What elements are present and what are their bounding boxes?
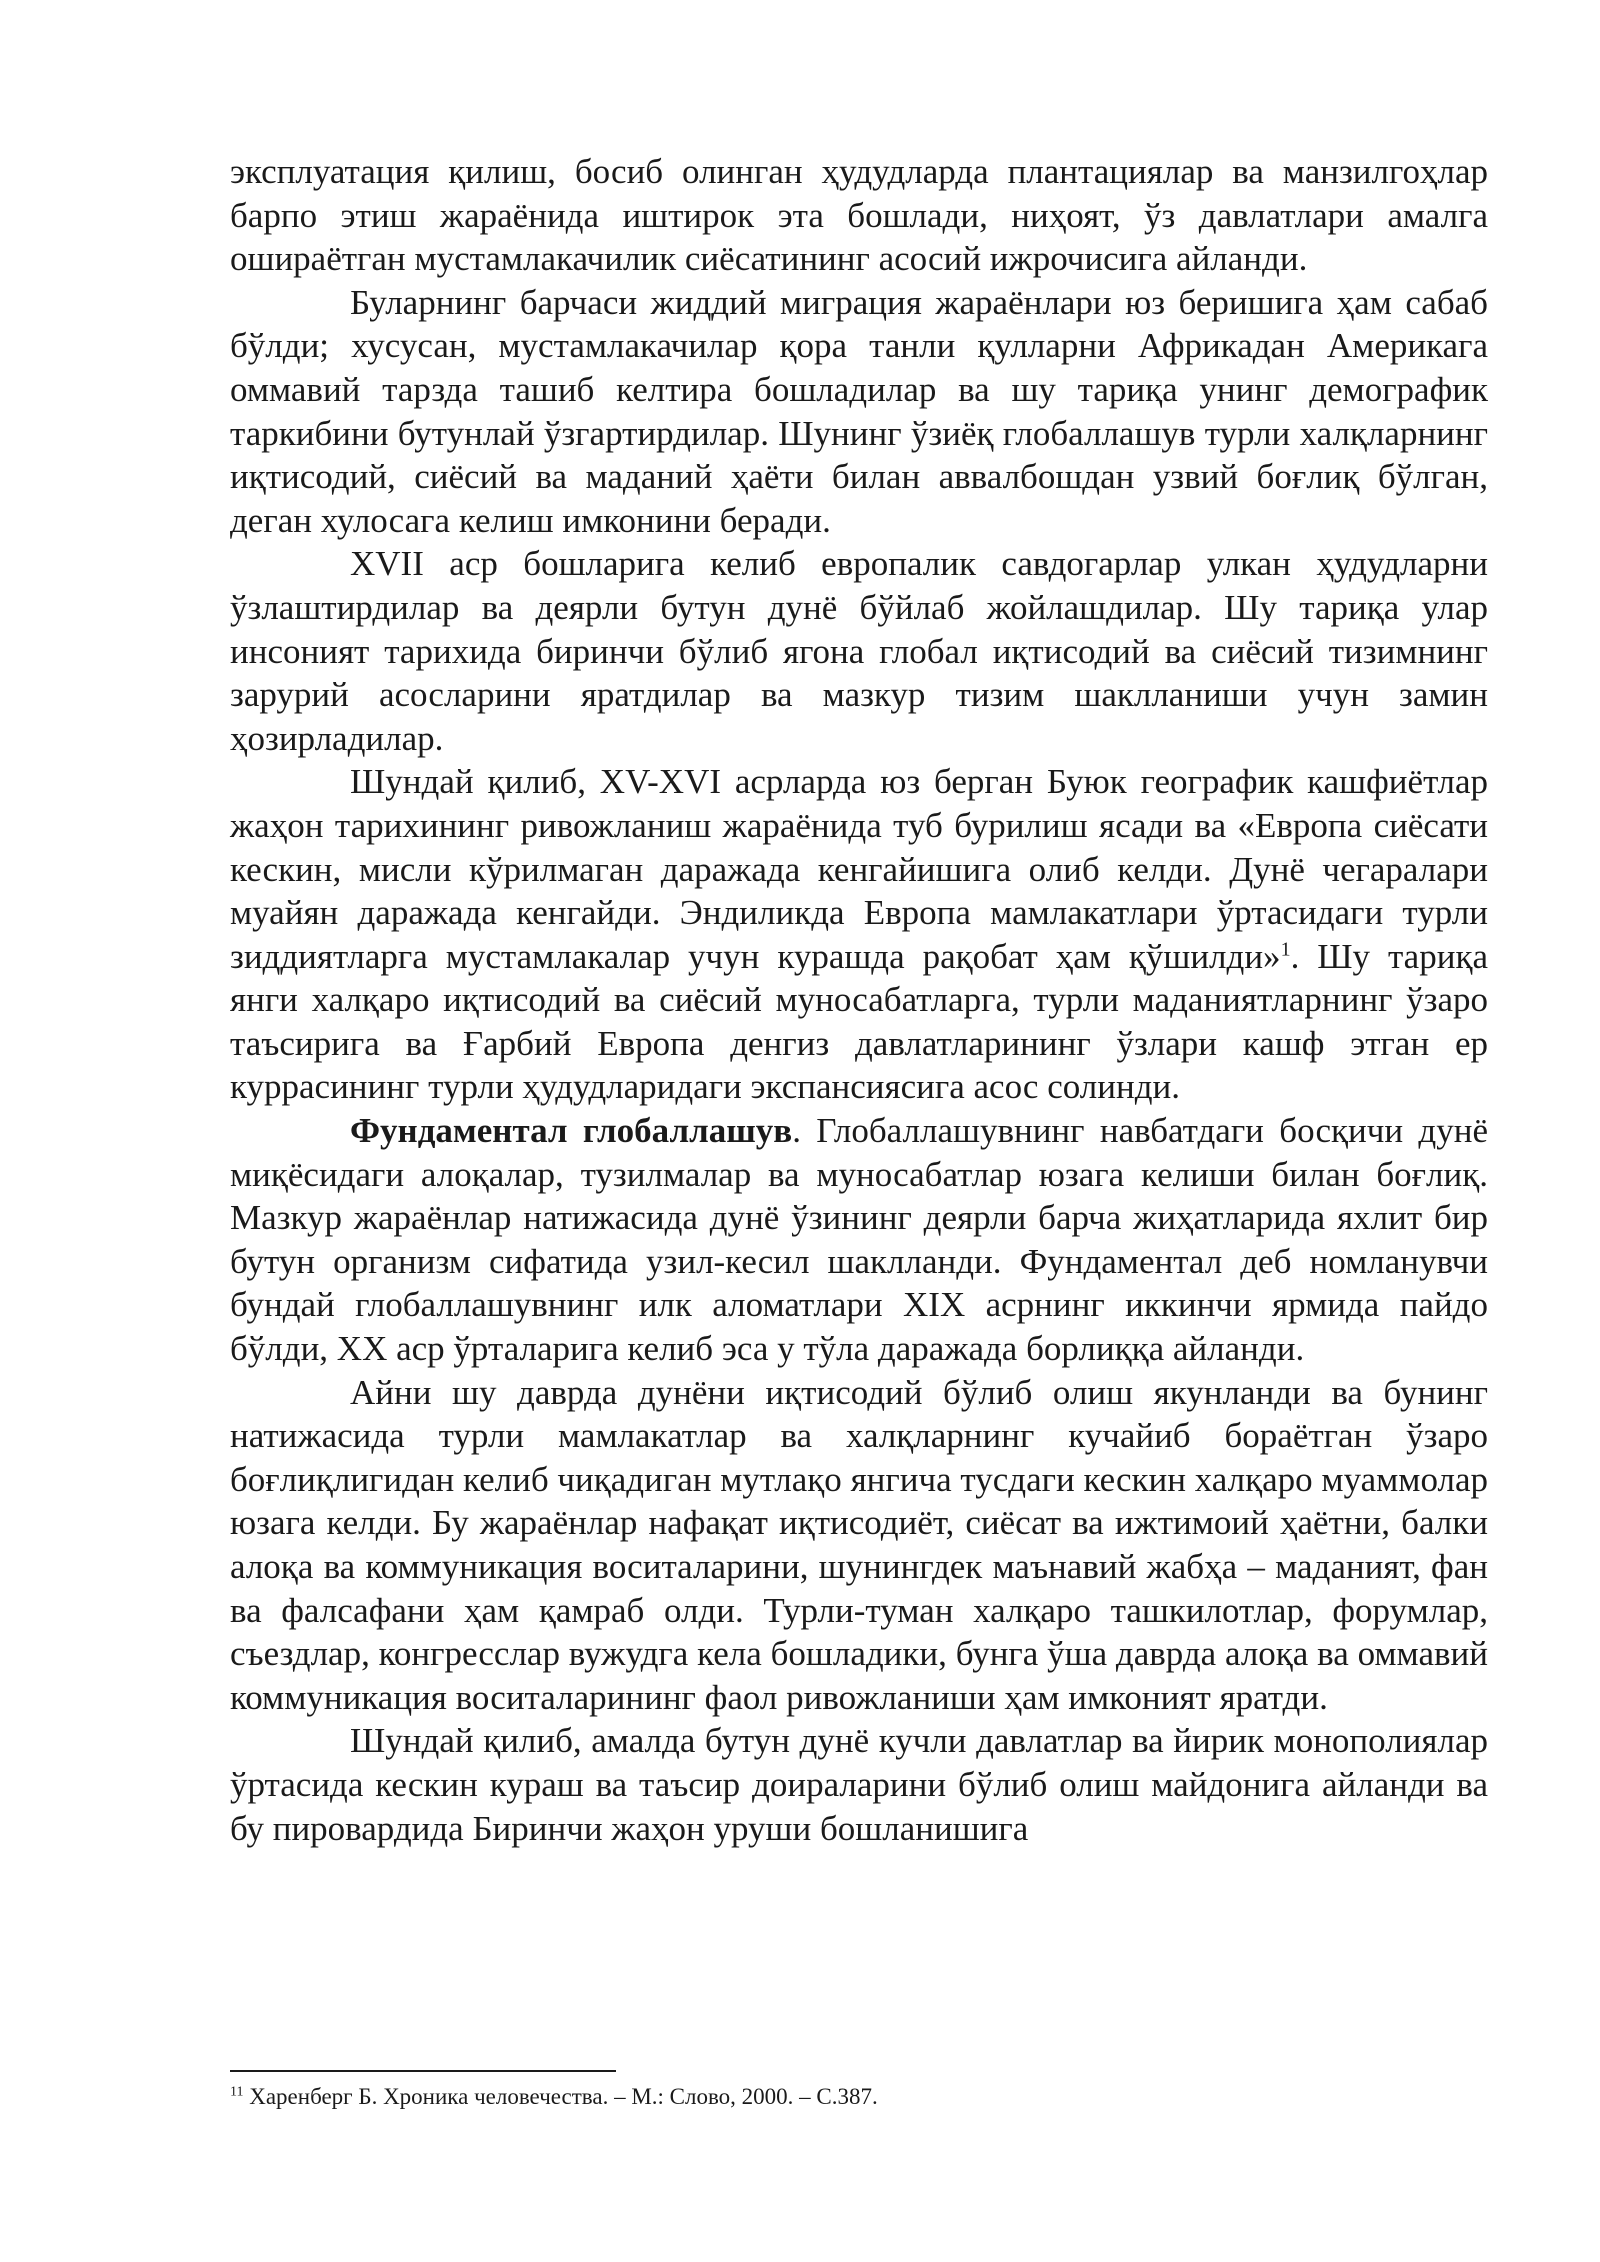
paragraph-4-text-after: . Шу тариқа янги халқаро иқтисодий ва сиёсий муносабатларга, турли маданиятларнинг ўзаро таъсирига ва Ғарбий Европа денгиз давлатларининг ўзлари кашф этган ер куррасининг турли ҳудудларидаги экспансиясига асос солинди. bbox=[230, 936, 1488, 1107]
footnote-separator bbox=[230, 2070, 616, 2072]
paragraph-3: XVII аср бошларига келиб европалик савдогарлар улкан ҳудудларни ўзлаштирдилар ва деярли бутун дунё бўйлаб жойлашдилар. Шу тариқа улар инсоният тарихида биринчи бўлиб ягона глобал иқтисодий ва сиёсий тизимнинг зарурий асосларини яратдилар ва мазкур тизим шаклланиши учун замин ҳозирладилар. bbox=[230, 544, 1488, 758]
footnote-marker: 11 bbox=[230, 2084, 244, 2100]
paragraph-5-text: . Глобаллашувнинг навбатдаги босқичи дунё миқёсидаги алоқалар, тузилмалар ва муносабатлар юзага келиши билан боғлиқ. Мазкур жараёнлар натижасида дунё ўзининг деярли барча жиҳатларида яхлит бир бутун организм сифатида узил-кесил шаклланди. Фундаментал деб номланувчи бундай глобаллашувнинг илк аломатлари XIX асрнинг иккинчи ярмида пайдо бўлди, XX аср ўрталарига келиб эса у тўла даражада борлиққа айланди. bbox=[230, 1111, 1488, 1369]
paragraph-4-text-before: Шундай қилиб, XV-XVI асрларда юз берган Буюк географик кашфиётлар жаҳон тарихининг ривожланиш жараёнида туб бурилиш ясади ва «Европа сиёсати кескин, мисли кўрилмаган даражада кенгайишига олиб келди. Дунё чегаралари муайян даражада кенгайди. Эндиликда Европа мамлакатлари ўртасидаги турли зиддиятларга мустамлакалар учун курашда рақобат ҳам қўшилди» bbox=[230, 762, 1488, 976]
paragraph-7: Шундай қилиб, амалда бутун дунё кучли давлатлар ва йирик монополиялар ўртасида кескин кураш ва таъсир доираларини бўлиб олиш майдонига айланди ва бу пировардида Биринчи жаҳон уруши бошланишига bbox=[230, 1721, 1488, 1848]
footnote-reference[interactable]: 1 bbox=[1280, 938, 1291, 961]
body-text bbox=[230, 150, 1488, 1850]
footnote-text: Харенберг Б. Хроника человечества. – М.: Слово, 2000. – С.387. bbox=[243, 2084, 878, 2109]
section-term-bold: Фундаментал глобаллашув bbox=[350, 1111, 793, 1151]
paragraph-4 bbox=[230, 760, 1488, 1109]
paragraph-6: Айни шу даврда дунёни иқтисодий бўлиб олиш якунланди ва бунинг натижасида турли мамлакатлар ва халқларнинг кучайиб бораётган ўзаро боғлиқлигидан келиб чиқадиган мутлақо янгича тусдаги кескин халқаро муаммолар юзага келди. Бу жараёнлар нафақат иқтисодиёт, сиёсат ва ижтимоий ҳаётни, балки алоқа ва коммуникация воситаларини, шунингдек маънавий жабҳа – маданият, фан ва фалсафани ҳам қамраб олди. Турли-туман халқаро ташкилотлар, форумлар, съездлар, конгресслар вужудга кела бошладики, бунга ўша даврда алоқа ва оммавий коммуникация воситаларининг фаол ривожланиши ҳам имконият яратди. bbox=[230, 1372, 1488, 1717]
paragraph-5 bbox=[230, 1109, 1488, 1371]
paragraph-2: Буларнинг барчаси жиддий миграция жараёнлари юз беришига ҳам сабаб бўлди; хусусан, мустамлакачилар қора танли қулларни Африкадан Америкага оммавий тарзда ташиб келтира бошладилар ва шу тариқа унинг демографик таркибини бутунлай ўзгартирдилар. Шунинг ўзиёқ глобаллашув турли халқларнинг иқтисодий, сиёсий ва маданий ҳаёти билан аввалбошдан узвий боғлиқ бўлган, деган хулосага келиш имконини беради. bbox=[230, 282, 1488, 540]
paragraph-1: эксплуатация қилиш, босиб олинган ҳудудларда плантациялар ва манзилгоҳлар барпо этиш жараёнида иштирок эта бошлади, ниҳоят, ўз давлатлари амалга ошираётган мустамлакачилик сиёсатининг асосий ижрочисига айланди. bbox=[230, 152, 1488, 279]
footnote bbox=[230, 2082, 1488, 2112]
